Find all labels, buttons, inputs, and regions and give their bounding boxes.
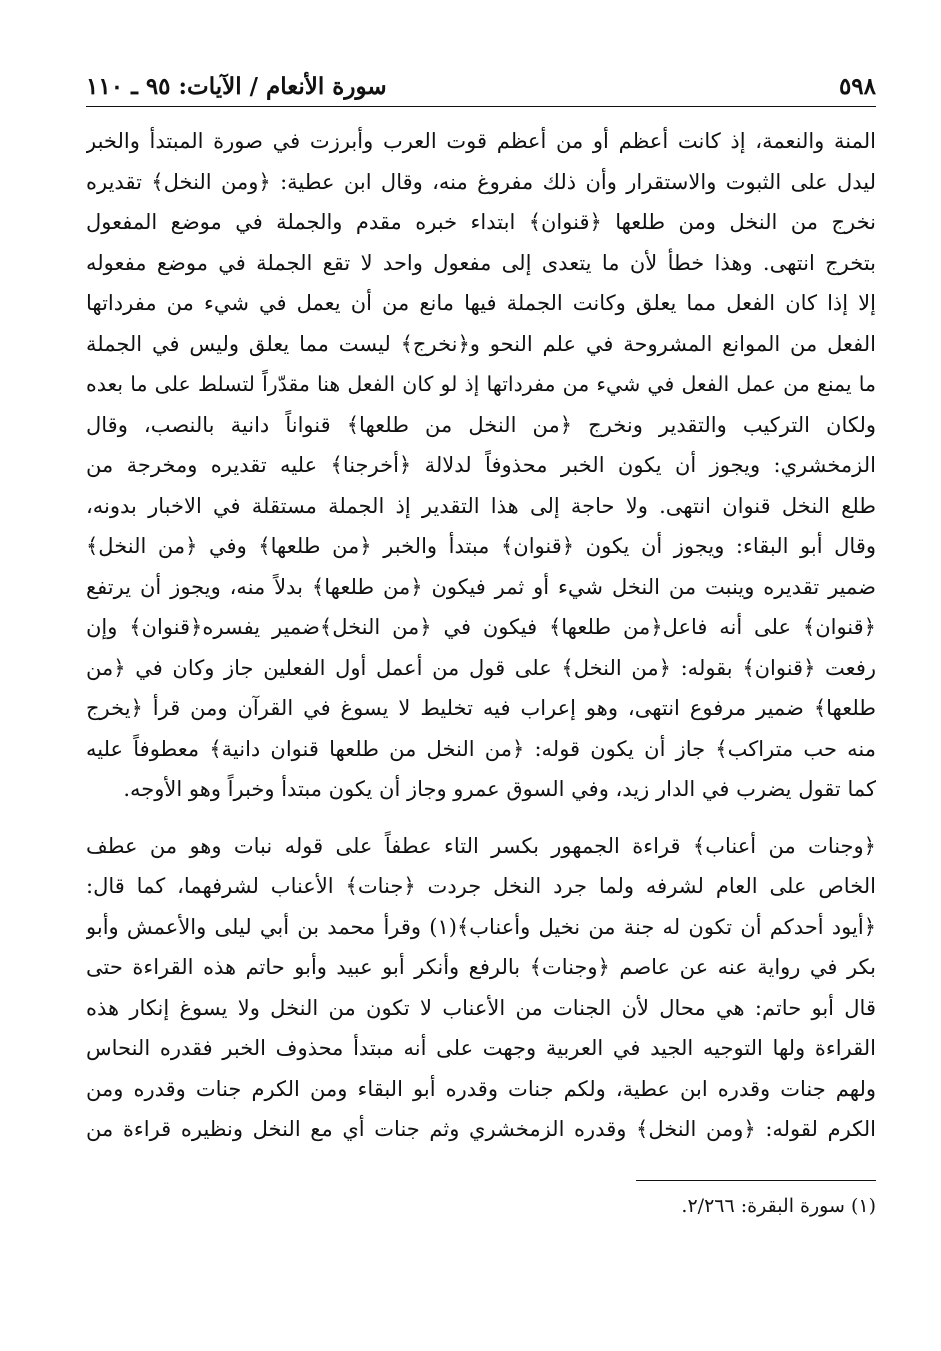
footnote-rule [636,1180,876,1181]
text-line: كما تقول يضرب في الدار زيد، وفي السوق عمرو وجاز أن يكون مبتدأ وخبراً وهو الأوجه. [123,777,876,801]
text-line: المنة والنعمة، إذ كانت أعظم أو من أعظم قوت العرب وأبرزت في صورة المبتدأ والخبر [86,129,876,153]
text-line: طلع النخل قنوان انتهى. ولا حاجة إلى هذا التقدير إذ الجملة مستقلة في الاخبار بدونه، [86,493,876,518]
running-header [86,66,876,107]
text-line: ولكان التركيب والتقدير ونخرج ﴿من النخل من طلعها﴾ قنواناً دانية بالنصب، وقال [86,412,876,437]
text-line: الخاص على العام لشرفه ولما جرد النخل جردت ﴿جنات﴾ الأعناب لشرفهما، كما قال: [86,874,876,898]
text-line: ولهم جنات وقدره ابن عطية، ولكم جنات وقدره أبو البقاء ومن الكرم جنات وقدره ومن [86,1076,876,1101]
book-page [86,66,876,1223]
text-line: رفعت ﴿قنوان﴾ بقوله: ﴿من النخل﴾ على قول من أعمل أول الفعلين جاز وكان في ﴿من [86,655,876,680]
text-line: ﴿وجنات من أعناب﴾ قراءة الجمهور بكسر التاء عطفاً على قوله نبات وهو من عطف [86,833,876,858]
text-line: بتخرج انتهى. وهذا خطأ لأن ما يتعدى إلى مفعول واحد لا تقع الجملة في موضع مفعوله [86,250,876,275]
text-line: الكرم لقوله: ﴿ومن النخل﴾ وقدره الزمخشري وثم جنات أي مع النخل ونظيره قراءة من [86,1117,876,1141]
paragraph-gap [86,810,876,826]
text-line: القراءة ولها التوجيه الجيد في العربية وجهت على أنه مبتدأ محذوف الخبر فقدره النحاس [86,1036,876,1060]
text-line: ﴿أيود أحدكم أن تكون له جنة من نخيل وأعناب﴾(١) وقرأ محمد بن أبي ليلى والأعمش وأبو [86,914,876,939]
footnote: (١) سورة البقرة: ٢/٢٦٦. [681,1194,876,1217]
text-line: نخرج من النخل ومن طلعها ﴿قنوان﴾ ابتداء خبره مقدم والجملة في موضع المفعول [86,210,876,234]
text-line: ﴿قنوان﴾ على أنه فاعل﴿من طلعها﴾ فيكون في ﴿من النخل﴾ضمير يفسره﴿قنوان﴾ وإن [86,615,876,639]
text-line: ما يمنع من عمل الفعل في شيء من مفرداتها إذ لو كان الفعل هنا مقدّراً لتسلط على ما بعده [86,372,876,396]
text-line: ليدل على الثبوت والاستقرار وأن ذلك مفروغ منه، وقال ابن عطية: ﴿ومن النخل﴾ تقديره [86,169,876,194]
text-line: الفعل من الموانع المشروحة في علم النحو و﴿نخرج﴾ ليست مما يعلق وليس في الجملة [86,331,876,356]
text-line: بكر في رواية عنه عن عاصم ﴿وجنات﴾ بالرفع وأنكر أبو عبيد وأبو حاتم هذه القراءة حتى [86,955,876,979]
text-line: طلعها﴾ ضمير مرفوع انتهى، وهو إعراب فيه تخليط لا يسوغ في القرآن ومن قرأ ﴿يخرج [86,696,876,720]
text-line: منه حب متراكب﴾ جاز أن يكون قوله: ﴿من النخل من طلعها قنوان دانية﴾ معطوفاً عليه [86,736,876,761]
text-line: قال أبو حاتم: هي محال لأن الجنات من الأعناب لا تكون من النخل ولا يسوغ إنكار هذه [86,995,876,1020]
header-title: سورة الأنعام / الآيات: ٩٥ ـ ١١٠ [86,72,387,100]
text-line: الزمخشري: ويجوز أن يكون الخبر محذوفاً لدلالة ﴿أخرجنا﴾ عليه تقديره ومخرجة من [86,453,876,477]
body-text [86,121,876,1150]
text-line: ضمير تقديره وينبت من النخل شيء أو ثمر فيكون ﴿من طلعها﴾ بدلاً منه، ويجوز أن يرتفع [86,574,876,599]
text-line: إلا إذا كان الفعل مما يعلق وكانت الجملة فيها مانع من أن يعمل في شيء من مفرداتها [86,291,876,315]
text-line: وقال أبو البقاء: ويجوز أن يكون ﴿قنوان﴾ مبتدأ والخبر ﴿من طلعها﴾ وفي ﴿من النخل﴾ [86,534,876,558]
page-number: ٥٩٨ [838,72,876,100]
